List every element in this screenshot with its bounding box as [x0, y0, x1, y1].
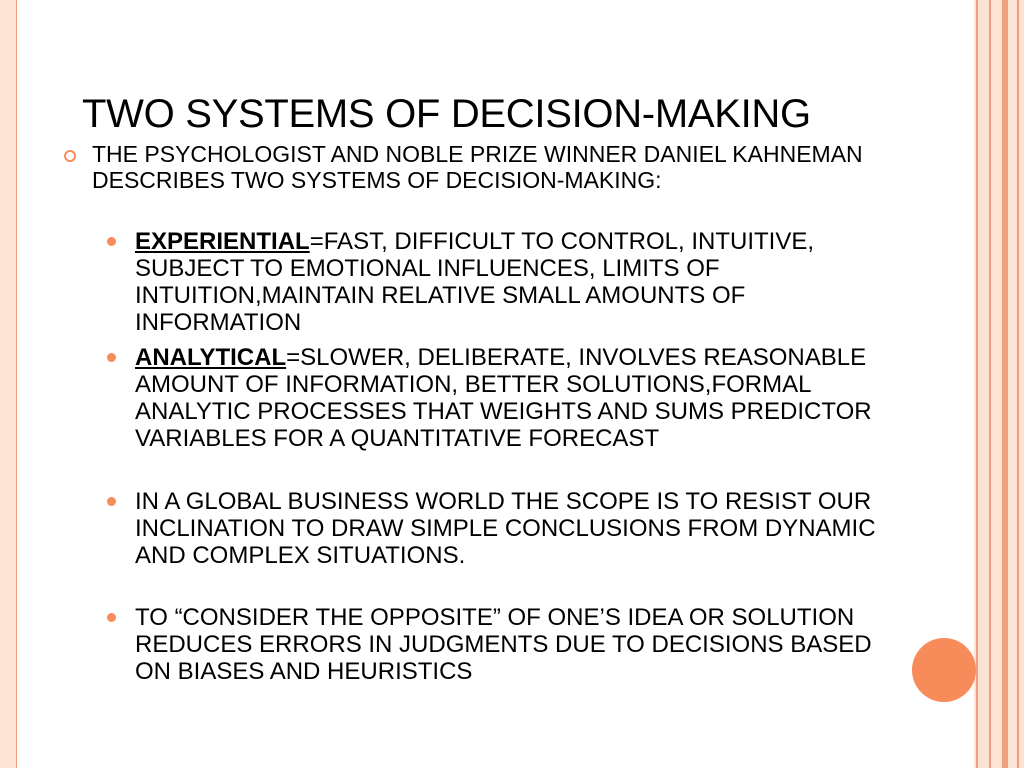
bullet-dot-icon: [107, 237, 116, 246]
bullet-experiential: [135, 228, 895, 336]
bullet-dot-icon: [107, 353, 116, 362]
bullet-dot-icon: [107, 497, 116, 506]
bullet-analytical: [135, 344, 895, 452]
term-analytical: ANALYTICAL: [135, 344, 287, 371]
bullet-text: IN A GLOBAL BUSINESS WORLD THE SCOPE IS TO RESIST OUR INCLINATION TO DRAW SIMPLE CONCLUSIONS FROM DYNAMIC AND COMPLEX SITUATIONS.: [135, 488, 876, 569]
bullet-global-business: [135, 488, 895, 569]
bullet-text: =FAST, DIFFICULT TO CONTROL, INTUITIVE, SUBJECT TO EMOTIONAL INFLUENCES, LIMITS OF INTUITION,MAINTAIN RELATIVE SMALL AMOUNTS OF INFORMATION: [135, 228, 814, 336]
bullet-text: =SLOWER, DELIBERATE, INVOLVES REASONABLE AMOUNT OF INFORMATION, BETTER SOLUTIONS,FORMAL ANALYTIC PROCESSES THAT WEIGHTS AND SUMS PREDICTOR VARIABLES FOR A QUANTITATIVE FORECAST: [135, 344, 872, 452]
intro-text: THE PSYCHOLOGIST AND NOBLE PRIZE WINNER DANIEL KAHNEMAN DESCRIBES TWO SYSTEMS OF DECISION-MAKING:: [92, 141, 863, 193]
bullet-dot-icon: [107, 613, 116, 622]
term-experiential: EXPERIENTIAL: [135, 228, 310, 255]
ring-bullet-icon: [64, 150, 76, 162]
bullet-text: TO “CONSIDER THE OPPOSITE” OF ONE’S IDEA OR SOLUTION REDUCES ERRORS IN JUDGMENTS DUE TO DECISIONS BASED ON BIASES AND HEURISTICS: [135, 604, 872, 685]
slide-title: TWO SYSTEMS OF DECISION-MAKING: [82, 92, 811, 136]
bullet-consider-opposite: [135, 604, 895, 685]
